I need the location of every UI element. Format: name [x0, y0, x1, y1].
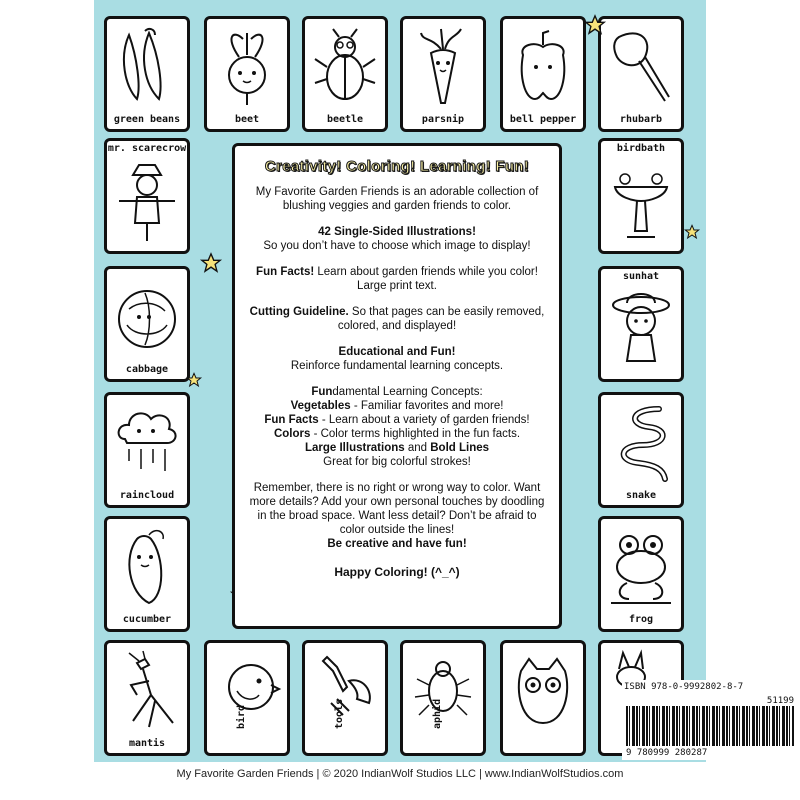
concept-title: Colors: [273, 428, 311, 440]
tile-label: parsnip: [421, 114, 465, 125]
cucumber-illustration: [115, 527, 179, 607]
tile-label: bell pepper: [509, 114, 577, 125]
price-code: 51199: [766, 696, 794, 706]
feature-text: Learn about garden friends while you color! Large print text.: [314, 266, 538, 292]
book-back-cover: [94, 0, 794, 762]
owl-illustration: [511, 651, 575, 731]
tile-label: green beans: [113, 114, 181, 125]
tile-beetle: [302, 16, 388, 132]
feature-illustrations: [245, 225, 549, 253]
tile-label: sunhat: [622, 271, 660, 282]
tile-cabbage: [104, 266, 190, 382]
tile-label: aphid: [432, 698, 443, 729]
green-beans-illustration: [115, 27, 179, 107]
tile-label: bird: [236, 704, 247, 729]
tile-mantis: [104, 640, 190, 756]
barcode-bars: [626, 706, 794, 746]
feature-title: 42 Single-Sided Illustrations!: [318, 226, 476, 238]
star-icon: [684, 224, 700, 240]
concepts-fun: Fun: [311, 386, 333, 398]
tile-label: mr. scarecrow: [107, 143, 187, 154]
feature-text: So that pages can be easily removed, colored, and displayed!: [337, 306, 545, 332]
star-icon: [200, 252, 222, 274]
tile-rhubarb: [598, 16, 684, 132]
concept-text: - Learn about a variety of garden friends!: [318, 414, 530, 426]
concepts-heading: damental Learning Concepts:: [332, 386, 483, 398]
aphid-illustration: [411, 651, 475, 731]
feature-title: Fun Facts!: [256, 266, 315, 278]
tile-label: beet: [234, 114, 260, 125]
tile-label: mantis: [128, 738, 166, 749]
tile-label: birdbath: [616, 143, 666, 154]
tile-raincloud: [104, 392, 190, 508]
concept-title: Fun Facts: [264, 414, 319, 426]
tile-snake: [598, 392, 684, 508]
tile-green-beans: [104, 16, 190, 132]
birdbath-illustration: [609, 161, 673, 241]
mantis-illustration: [115, 651, 179, 731]
tile-birdbath: [598, 138, 684, 254]
tile-frog: [598, 516, 684, 632]
closing-body: Remember, there is no right or wrong way to color. Want more details? Add your own personal touches by doodling in the broad space. Want less detail? Don’t be afraid to color outside the lines!: [249, 482, 545, 536]
feature-cutting-guideline: [245, 305, 549, 333]
tile-parsnip: [400, 16, 486, 132]
headline: Creativity! Coloring! Learning! Fun!: [264, 158, 530, 175]
happy-coloring: Happy Coloring! (^_^): [334, 565, 460, 579]
scarecrow-illustration: [115, 161, 179, 241]
tile-aphid: [400, 640, 486, 756]
concept-text: Great for big colorful strokes!: [323, 456, 471, 468]
tile-owl: [500, 640, 586, 756]
rhubarb-illustration: [609, 27, 673, 107]
cabbage-illustration: [115, 277, 179, 357]
description-panel: [232, 143, 562, 629]
isbn-number: ISBN 978-0-9992802-8-7: [624, 682, 744, 692]
bell-pepper-illustration: [511, 27, 575, 107]
feature-educational: [245, 345, 549, 373]
tile-label: frog: [628, 614, 654, 625]
tile-label: raincloud: [119, 490, 175, 501]
tile-label: cabbage: [125, 364, 169, 375]
tile-label: snake: [625, 490, 657, 501]
star-icon: [584, 14, 606, 36]
concept-text: and: [404, 442, 431, 454]
concept-title: Bold Lines: [430, 442, 490, 454]
intro-text: My Favorite Garden Friends is an adorable collection of blushing veggies and garden friends to color.: [255, 186, 539, 212]
concept-text: - Color terms highlighted in the fun facts.: [310, 428, 521, 440]
feature-fun-facts: [245, 265, 549, 293]
tile-sunhat: [598, 266, 684, 382]
snake-illustration: [609, 403, 673, 483]
tile-mr-scarecrow: [104, 138, 190, 254]
tile-beet: [204, 16, 290, 132]
concept-title: Large Illustrations: [304, 442, 405, 454]
concept-title: Vegetables: [290, 400, 351, 412]
raincloud-illustration: [115, 403, 179, 483]
isbn-barcode: [622, 680, 798, 760]
concept-text: - Familiar favorites and more!: [350, 400, 504, 412]
beet-illustration: [215, 27, 279, 107]
garden-tools-illustration: [313, 651, 377, 731]
feature-title: Cutting Guideline.: [249, 306, 349, 318]
footer-credits: My Favorite Garden Friends | © 2020 IndianWolf Studios LLC | www.IndianWolfStudios.com: [176, 768, 624, 780]
learning-concepts: [245, 385, 549, 469]
tile-label: beetle: [326, 114, 364, 125]
sunhat-girl-illustration: [609, 289, 673, 369]
frog-illustration: [609, 527, 673, 607]
tile-label: cucumber: [122, 614, 172, 625]
bird-illustration: [215, 651, 279, 731]
feature-text: Reinforce fundamental learning concepts.: [290, 360, 504, 372]
closing-bold: Be creative and have fun!: [327, 538, 467, 550]
feature-text: So you don’t have to choose which image to display!: [263, 240, 531, 252]
tile-bird: [204, 640, 290, 756]
tile-cucumber: [104, 516, 190, 632]
beetle-illustration: [313, 27, 377, 107]
closing-text: [245, 481, 549, 551]
feature-title: Educational and Fun!: [338, 346, 456, 358]
ean-number: 9 780999 280287: [626, 748, 708, 758]
tile-label: tools: [334, 698, 345, 729]
parsnip-illustration: [411, 27, 475, 107]
tile-bell-pepper: [500, 16, 586, 132]
star-icon: [186, 372, 202, 388]
tile-label: rhubarb: [619, 114, 663, 125]
tile-tools: [302, 640, 388, 756]
